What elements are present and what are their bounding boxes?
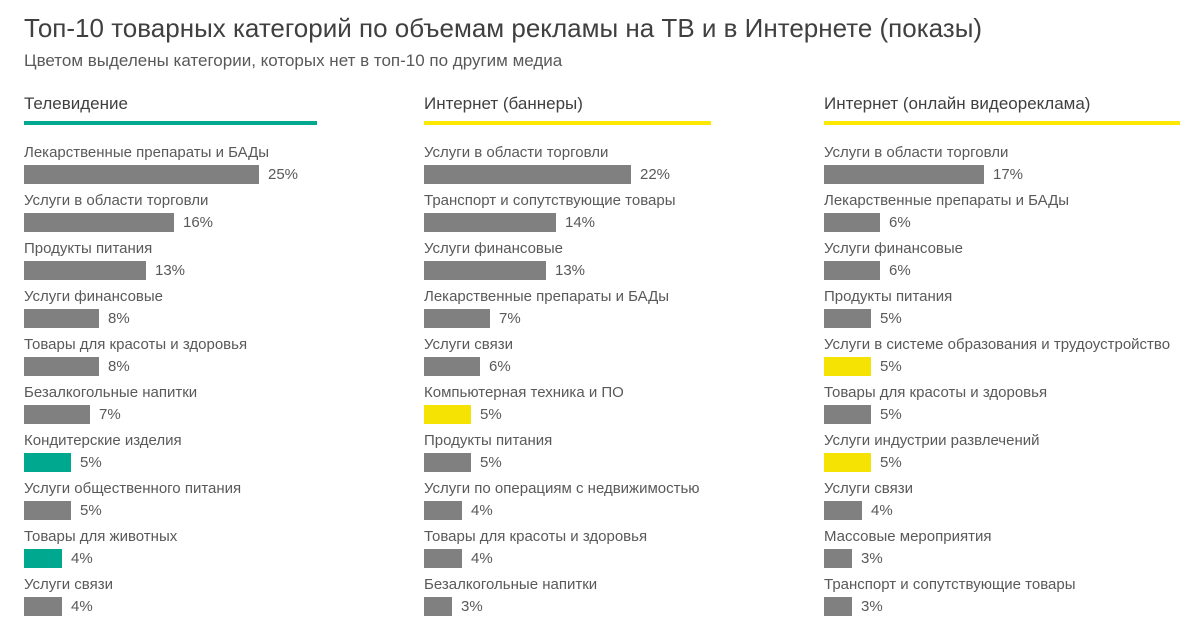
category-label: Товары для животных — [24, 528, 178, 545]
bar-row — [824, 597, 1200, 616]
category-label: Безалкогольные напитки — [424, 576, 598, 593]
value-label: 7% — [499, 310, 521, 327]
category-label: Транспорт и сопутствующие товары — [424, 192, 676, 209]
bar-highlighted — [824, 453, 871, 472]
chart-columns — [24, 94, 1176, 622]
page-title: Топ-10 товарных категорий по объемам рекламы на ТВ и в Интернете (показы) — [24, 13, 983, 43]
bar — [824, 309, 871, 328]
bar-highlighted — [424, 405, 471, 424]
value-label: 5% — [80, 502, 102, 519]
value-label: 4% — [871, 502, 893, 519]
bar-item — [24, 479, 400, 520]
value-label: 14% — [565, 214, 596, 231]
bar-item — [24, 383, 400, 424]
chart-column-1 — [24, 94, 400, 622]
category-label: Услуги в области торговли — [424, 144, 609, 161]
bar-item — [824, 383, 1200, 424]
value-label: 4% — [471, 502, 493, 519]
bar-highlighted — [24, 453, 71, 472]
category-label: Продукты питания — [424, 432, 553, 449]
category-label: Лекарственные препараты и БАДы — [824, 192, 1070, 209]
bar-row — [424, 405, 800, 424]
bar-row — [824, 213, 1200, 232]
category-label: Услуги общественного питания — [24, 480, 242, 497]
bar-row — [824, 453, 1200, 472]
bar-item — [424, 191, 800, 232]
bar — [24, 597, 62, 616]
value-label: 3% — [861, 550, 883, 567]
value-label: 4% — [71, 598, 93, 615]
bar-row — [824, 501, 1200, 520]
value-label: 8% — [108, 358, 130, 375]
bar — [424, 309, 490, 328]
bar-row — [24, 501, 400, 520]
bar-item — [824, 479, 1200, 520]
category-label: Продукты питания — [24, 240, 153, 257]
value-label: 5% — [880, 310, 902, 327]
bar-row — [824, 357, 1200, 376]
bar-item — [24, 575, 400, 616]
bar — [424, 357, 480, 376]
bar-item — [24, 335, 400, 376]
chart-column-2 — [424, 94, 800, 622]
bar-row — [24, 549, 400, 568]
bar — [824, 405, 871, 424]
bar-row — [424, 309, 800, 328]
value-label: 6% — [889, 262, 911, 279]
bar — [24, 357, 99, 376]
bar-row — [424, 213, 800, 232]
value-label: 16% — [183, 214, 214, 231]
bar-row — [424, 549, 800, 568]
bar — [424, 549, 462, 568]
chart-column-3 — [824, 94, 1200, 622]
bar-row — [824, 165, 1200, 184]
value-label: 5% — [80, 454, 102, 471]
category-label: Услуги в области торговли — [824, 144, 1009, 161]
value-label: 8% — [108, 310, 130, 327]
bar-item — [24, 143, 400, 184]
bar-row — [824, 405, 1200, 424]
category-label: Транспорт и сопутствующие товары — [824, 576, 1076, 593]
category-label: Товары для красоты и здоровья — [824, 384, 1048, 401]
bar-item — [24, 239, 400, 280]
column-title: Интернет (онлайн видеореклама) — [824, 94, 1091, 113]
value-label: 4% — [71, 550, 93, 567]
category-label: Безалкогольные напитки — [24, 384, 198, 401]
column-title: Телевидение — [24, 94, 128, 113]
bar-item — [24, 287, 400, 328]
bar — [24, 501, 71, 520]
bar-item — [824, 431, 1200, 472]
value-label: 4% — [471, 550, 493, 567]
value-label: 5% — [880, 358, 902, 375]
bar-item — [424, 335, 800, 376]
value-label: 13% — [155, 262, 186, 279]
value-label: 6% — [889, 214, 911, 231]
bar-item — [24, 191, 400, 232]
bar-highlighted — [824, 357, 871, 376]
bar — [824, 165, 984, 184]
bar-row — [24, 453, 400, 472]
bar — [424, 165, 631, 184]
value-label: 13% — [555, 262, 586, 279]
bar-row — [424, 261, 800, 280]
category-label: Услуги индустрии развлечений — [824, 432, 1040, 449]
bar-row — [424, 357, 800, 376]
bar-item — [424, 287, 800, 328]
category-label: Услуги в системе образования и трудоустройство — [824, 336, 1171, 353]
category-label: Продукты питания — [824, 288, 953, 305]
bar-row — [424, 165, 800, 184]
bar-item — [824, 527, 1200, 568]
bar-item — [824, 287, 1200, 328]
bar — [824, 501, 862, 520]
category-label: Товары для красоты и здоровья — [424, 528, 648, 545]
bar-item — [24, 431, 400, 472]
bar-item — [824, 143, 1200, 184]
bar-row — [24, 261, 400, 280]
value-label: 17% — [993, 166, 1024, 183]
category-label: Лекарственные препараты и БАДы — [424, 288, 670, 305]
category-label: Услуги связи — [24, 576, 113, 593]
bar-item — [24, 527, 400, 568]
column-underline — [24, 121, 317, 125]
bar-item — [824, 575, 1200, 616]
value-label: 25% — [268, 166, 299, 183]
bar — [424, 453, 471, 472]
bar — [824, 261, 880, 280]
value-label: 22% — [640, 166, 671, 183]
value-label: 5% — [480, 454, 502, 471]
value-label: 7% — [99, 406, 121, 423]
bar-row — [424, 453, 800, 472]
bar-item — [424, 239, 800, 280]
bar-row — [24, 213, 400, 232]
bar — [424, 597, 452, 616]
value-label: 5% — [880, 454, 902, 471]
value-label: 6% — [489, 358, 511, 375]
bar — [824, 213, 880, 232]
value-label: 3% — [861, 598, 883, 615]
bar-highlighted — [24, 549, 62, 568]
value-label: 5% — [480, 406, 502, 423]
value-label: 5% — [880, 406, 902, 423]
category-label: Компьютерная техника и ПО — [424, 384, 624, 401]
bar-row — [24, 165, 400, 184]
bar-item — [824, 239, 1200, 280]
bar-item — [424, 431, 800, 472]
category-label: Кондитерские изделия — [24, 432, 182, 449]
bar — [824, 597, 852, 616]
category-label: Услуги финансовые — [824, 240, 964, 257]
bar-row — [24, 597, 400, 616]
category-label: Услуги связи — [824, 480, 913, 497]
bar-row — [24, 357, 400, 376]
category-label: Услуги в области торговли — [24, 192, 209, 209]
bar — [424, 213, 556, 232]
bar-item — [424, 143, 800, 184]
bar-row — [824, 549, 1200, 568]
bar — [424, 501, 462, 520]
bar-item — [424, 383, 800, 424]
category-label: Массовые мероприятия — [824, 528, 992, 545]
bar — [24, 261, 146, 280]
bar-row — [424, 597, 800, 616]
category-label: Товары для красоты и здоровья — [24, 336, 248, 353]
bar-item — [424, 575, 800, 616]
bar — [24, 405, 90, 424]
category-label: Услуги финансовые — [424, 240, 564, 257]
category-label: Услуги финансовые — [24, 288, 164, 305]
bar — [824, 549, 852, 568]
bar — [424, 261, 546, 280]
bar-item — [424, 479, 800, 520]
bar-item — [424, 527, 800, 568]
bar-row — [824, 261, 1200, 280]
bar-item — [824, 191, 1200, 232]
category-label: Услуги по операциям с недвижимостью — [424, 480, 700, 497]
bar — [24, 309, 99, 328]
bar-row — [824, 309, 1200, 328]
bar-item — [824, 335, 1200, 376]
bar-row — [24, 405, 400, 424]
value-label: 3% — [461, 598, 483, 615]
column-underline — [824, 121, 1180, 125]
column-title: Интернет (баннеры) — [424, 94, 583, 113]
column-underline — [424, 121, 711, 125]
page-subtitle: Цветом выделены категории, которых нет в топ-10 по другим медиа — [24, 51, 563, 70]
bar-row — [424, 501, 800, 520]
category-label: Услуги связи — [424, 336, 513, 353]
bar — [24, 213, 174, 232]
bar-row — [24, 309, 400, 328]
category-label: Лекарственные препараты и БАДы — [24, 144, 270, 161]
bar — [24, 165, 259, 184]
